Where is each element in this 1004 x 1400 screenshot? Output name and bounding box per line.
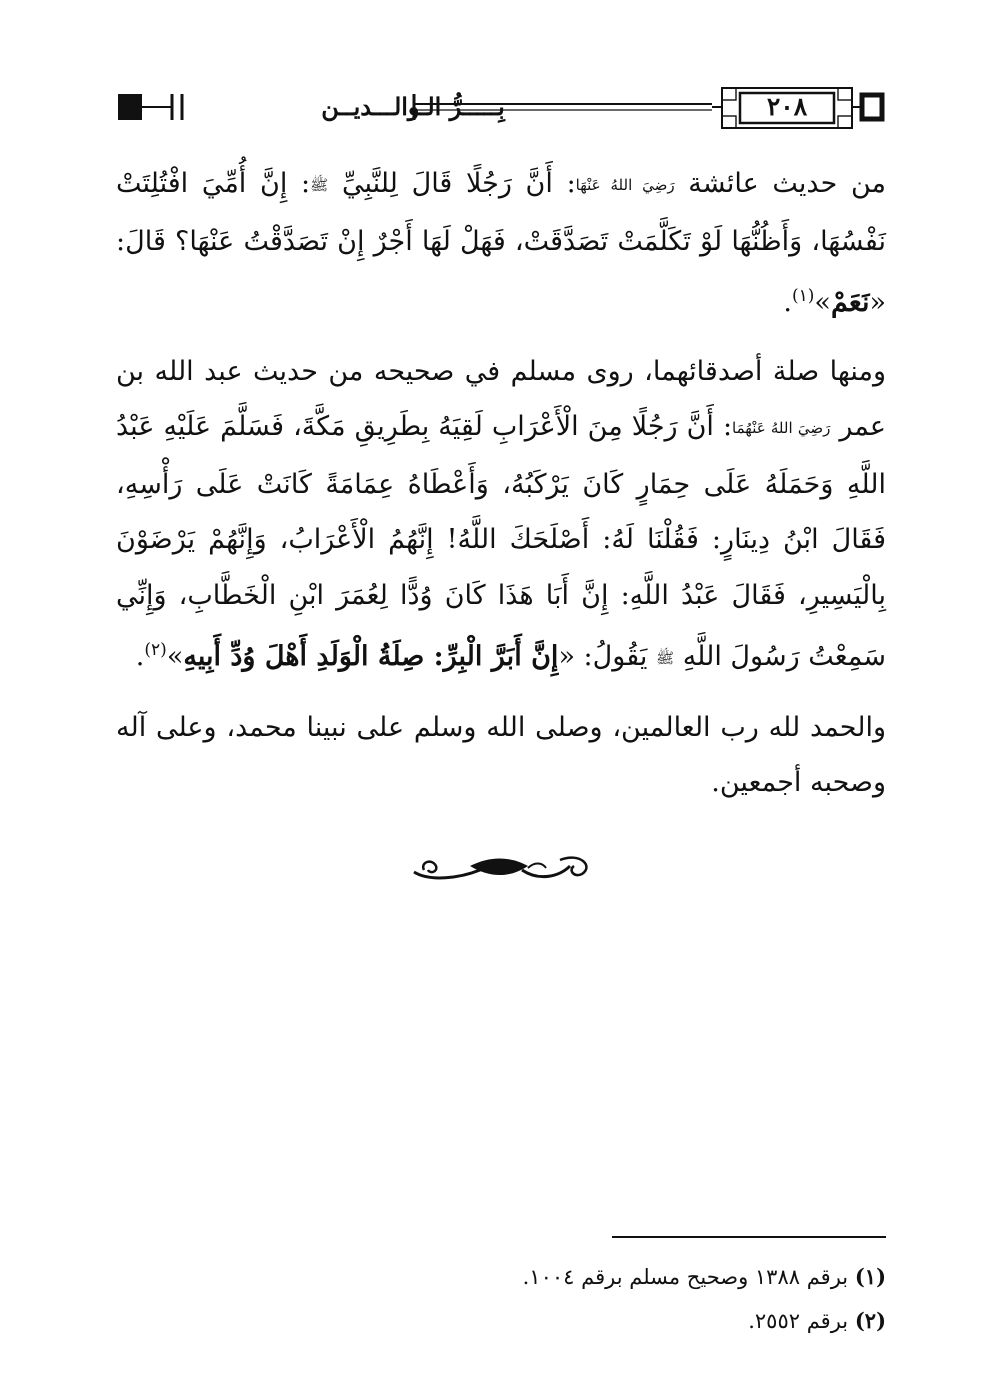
footnote-divider [612, 1236, 886, 1238]
footnote-number: (١) [854, 1264, 886, 1289]
paragraph-gap [116, 331, 886, 344]
p1-answer: نَعَمْ [830, 287, 870, 318]
footnote-1 [116, 1255, 886, 1299]
p1-part1: : أَنَّ رَجُلًا قَالَ لِلنَّبِيِّ [341, 168, 576, 199]
p2-intro: ومنها صلة أصدقائهما، روى مسلم في صحيحه من حديث عبد الله بن عمر [116, 355, 886, 442]
running-header [116, 86, 886, 130]
salawat-mark: ﷺ [310, 176, 329, 194]
p2-end: . [135, 641, 145, 672]
footnote-text: برقم ١٣٨٨ وصحيح مسلم برقم ١٠٠٤. [522, 1265, 849, 1289]
book-title: بِـــــرُّ الـوالـــديــن [321, 92, 505, 121]
p1-intro: من حديث عائشة [688, 168, 886, 199]
p1-part2: : إِنَّ أُمِّيَ افْتُلِتَتْ نَفْسُهَا، وَأَظُنُّهَا لَوْ تَكَلَّمَتْ تَصَدَّقَتْ، فَهَلْ لَهَا أَجْرٌ إِنْ تَصَدَّقْتُ عَنْهَا؟ قَالَ: « [116, 168, 886, 318]
main-text [116, 156, 886, 811]
section-end-ornament-icon [410, 848, 596, 888]
p1-close: » [814, 287, 831, 318]
p1-end: . [783, 287, 792, 318]
paragraph-closing-praise: والحمد لله رب العالمين، وصلى الله وسلم على نبينا محمد، وعلى آله وصحبه أجمعين. [116, 711, 886, 798]
honorific-radiallahu: رَضِيَ اللهُ عَنْهُمَا [732, 419, 831, 437]
footnotes [116, 1255, 886, 1343]
salawat-mark: ﷺ [655, 649, 675, 667]
p2-close: » [166, 641, 184, 672]
footnote-ref-1: (١) [792, 286, 815, 306]
page-number: ٢٠٨ [766, 92, 808, 121]
footnote-2 [116, 1299, 886, 1343]
paragraph-aisha-hadith [116, 156, 886, 331]
paragraph-ibn-umar-hadith [116, 344, 886, 687]
p2-hadith-quote: إِنَّ أَبَرَّ الْبِرِّ: صِلَةُ الْوَلَدِ أَهْلَ وُدِّ أَبِيهِ [183, 641, 559, 672]
paragraph-gap [116, 687, 886, 700]
honorific-radiallahu: رَضِيَ اللهُ عَنْهَا [575, 176, 675, 194]
footnote-ref-2: (٢) [144, 640, 167, 660]
p2-part1: : أَنَّ رَجُلًا مِنَ الْأَعْرَابِ لَقِيَهُ بِطَرِيقِ مَكَّةَ، فَسَلَّمَ عَلَيْهِ عَبْدُ اللَّهِ وَحَمَلَهُ عَلَى حِمَارٍ كَانَ يَرْكَبُهُ، وَأَعْطَاهُ عِمَامَةً كَانَتْ عَلَى رَأْسِهِ، فَقَالَ ابْنُ دِينَارٍ: فَقُلْنَا لَهُ: أَصْلَحَكَ اللَّهُ! إِنَّهُمُ الْأَعْرَابُ، وَإِنَّهُمْ يَرْضَوْنَ بِالْيَسِيرِ، فَقَالَ عَبْدُ اللَّهِ: إِنَّ أَبَا هَذَا كَانَ وُدًّا لِعُمَرَ ابْنِ الْخَطَّابِ، وَإِنِّي سَمِعْتُ رَسُولَ اللَّهِ [116, 411, 886, 672]
footnote-text: برقم ٢٥٥٢. [748, 1309, 849, 1333]
p2-part2: يَقُولُ: « [558, 641, 656, 672]
footnote-number: (٢) [854, 1308, 886, 1333]
